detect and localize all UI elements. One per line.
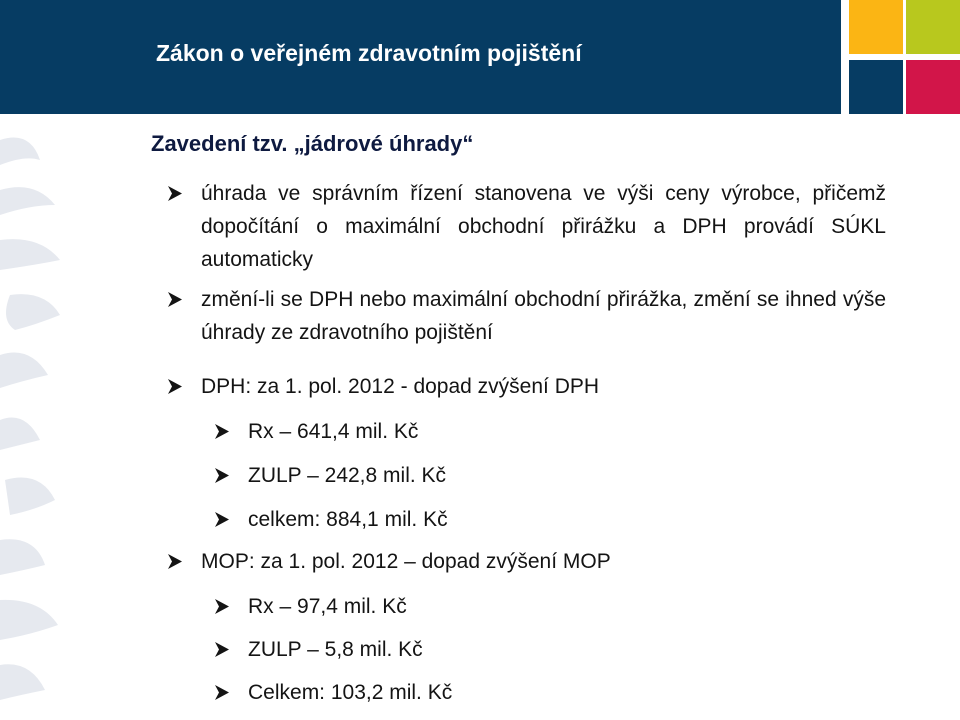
- list-item-text: změní-li se DPH nebo maximální obchodní přirážka, změní se ihned výše úhrady ze zdravotního pojištění: [201, 288, 886, 344]
- list-item-text: ZULP – 5,8 mil. Kč: [248, 638, 423, 661]
- arrow-bullet-icon: [166, 370, 184, 403]
- arrow-bullet-icon: [213, 415, 231, 448]
- arrow-bullet-icon: [166, 545, 184, 578]
- arrow-bullet-icon: [213, 503, 231, 536]
- list-item: [213, 590, 813, 623]
- list-item-text: celkem: 884,1 mil. Kč: [248, 508, 448, 531]
- list-item: [166, 370, 886, 403]
- arrow-bullet-icon: [213, 590, 231, 623]
- list-item: [166, 177, 886, 276]
- list-item: [213, 503, 813, 536]
- list-item-text: Rx – 97,4 mil. Kč: [248, 595, 407, 618]
- arrow-bullet-icon: [166, 283, 184, 316]
- list-item-text: Rx – 641,4 mil. Kč: [248, 420, 419, 443]
- list-item-text: úhrada ve správním řízení stanovena ve výši ceny výrobce, přičemž dopočítání o maximální obchodní přirážku a DPH provádí SÚKL automaticky: [201, 182, 886, 271]
- arrow-bullet-icon: [213, 676, 231, 709]
- list-item: [166, 283, 886, 349]
- arrow-bullet-icon: [213, 459, 231, 492]
- arrow-bullet-icon: [166, 177, 184, 210]
- arrow-bullet-icon: [213, 633, 231, 666]
- list-item: [166, 545, 886, 578]
- list-item-text: MOP: za 1. pol. 2012 – dopad zvýšení MOP: [201, 550, 611, 573]
- list-item-text: Celkem: 103,2 mil. Kč: [248, 681, 453, 704]
- list-item: [213, 676, 813, 709]
- slide-title: Zákon o veřejném zdravotním pojištění: [156, 40, 582, 66]
- list-item: [213, 633, 813, 666]
- list-item-text: ZULP – 242,8 mil. Kč: [248, 464, 447, 487]
- list-item: [213, 459, 813, 492]
- list-item: [213, 415, 813, 448]
- slide-subtitle: Zavedení tzv. „jádrové úhrady“: [151, 131, 474, 156]
- list-item-text: DPH: za 1. pol. 2012 - dopad zvýšení DPH: [201, 375, 600, 398]
